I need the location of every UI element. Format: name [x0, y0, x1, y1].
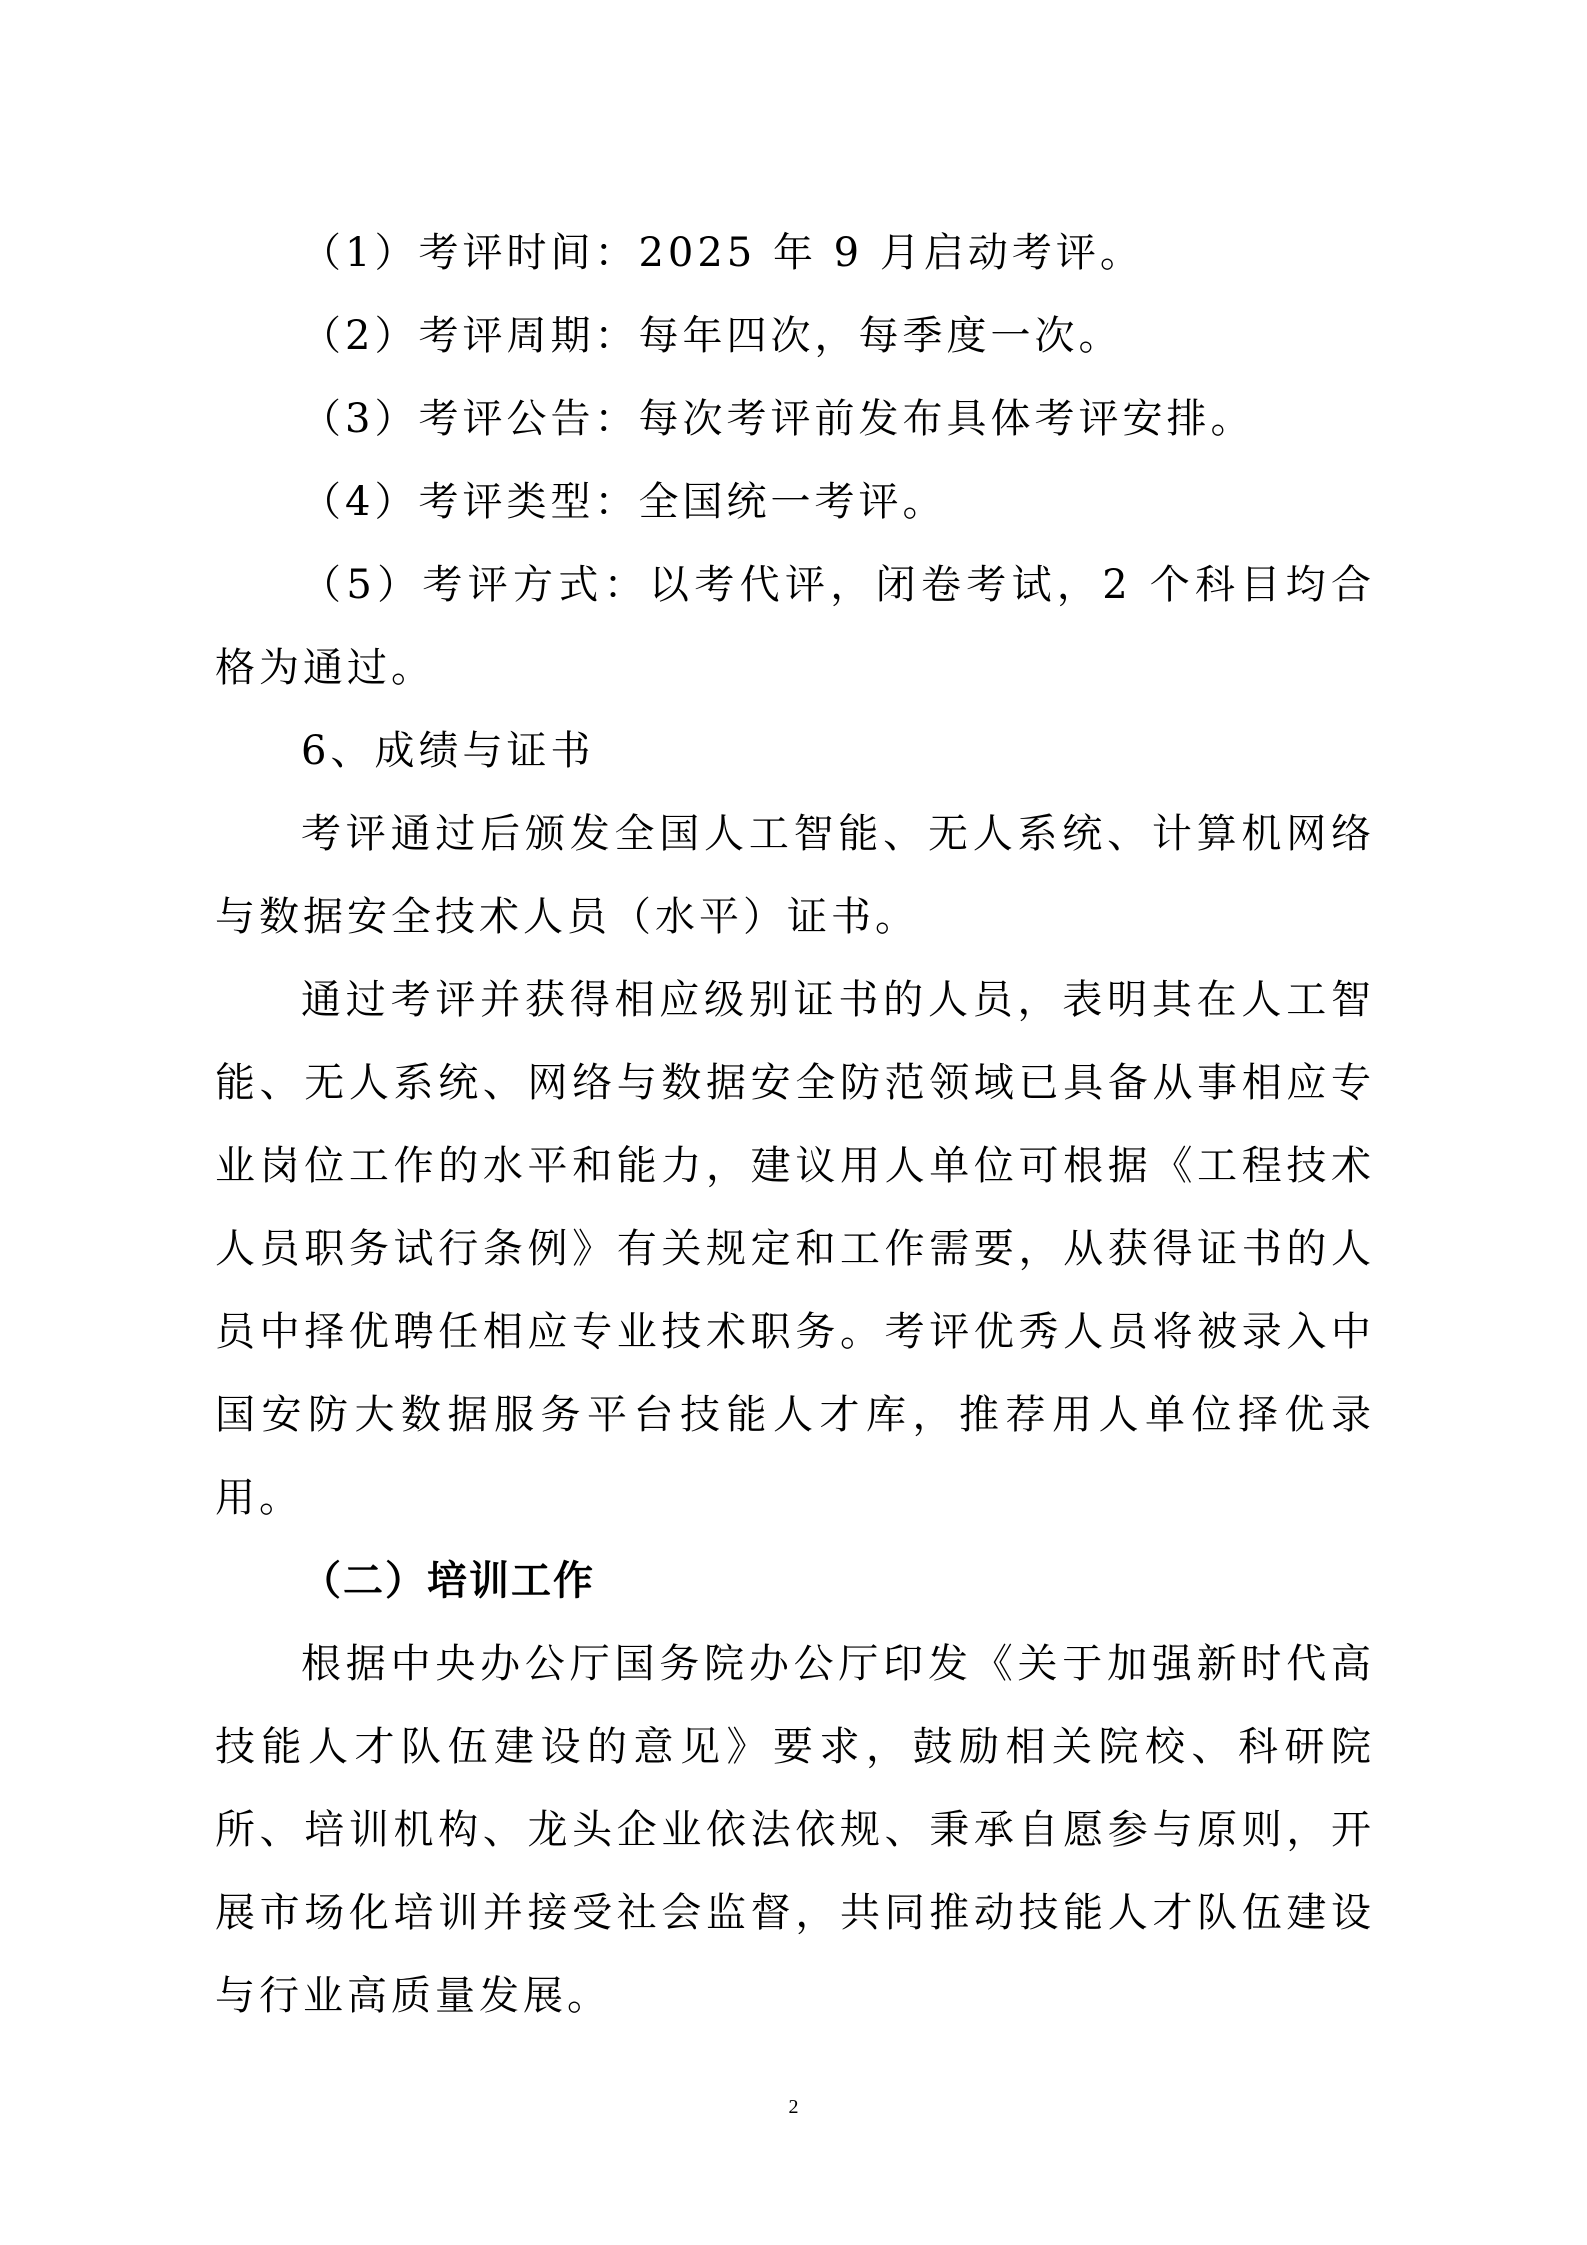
- section-6-paragraph-2: 通过考评并获得相应级别证书的人员，表明其在人工智能、无人系统、网络与数据安全防范领域已具备从事相应专业岗位工作的水平和能力，建议用人单位可根据《工程技术人员职务试行条例》有关规定和工作需要，从获得证书的人员中择优聘任相应专业技术职务。考评优秀人员将被录入中国安防大数据服务平台技能人才库，推荐用人单位择优录用。: [215, 977, 1375, 1521]
- page-number: 2: [788, 2096, 799, 2118]
- training-heading: （二）培训工作: [301, 1558, 595, 1604]
- item-exam-type: （4）考评类型：全国统一考评。: [301, 479, 947, 525]
- section-6-title: 6、成绩与证书: [301, 728, 595, 774]
- training-paragraph: 根据中央办公厅国务院办公厅印发《关于加强新时代高技能人才队伍建设的意见》要求，鼓励相关院校、科研院所、培训机构、龙头企业依法依规、秉承自愿参与原则，开展市场化培训并接受社会监督，共同推动技能人才队伍建设与行业高质量发展。: [215, 1641, 1375, 2019]
- section-6-paragraph-1: 考评通过后颁发全国人工智能、无人系统、计算机网络与数据安全技术人员（水平）证书。: [215, 811, 1375, 940]
- item-exam-cycle: （2）考评周期：每年四次，每季度一次。: [301, 313, 1123, 359]
- item-exam-notice: （3）考评公告：每次考评前发布具体考评安排。: [301, 396, 1255, 442]
- item-exam-time: （1）考评时间：2025 年 9 月启动考评。: [301, 230, 1144, 276]
- document-body: [215, 212, 1375, 2038]
- item-exam-method: （5）考评方式：以考代评，闭卷考试，2 个科目均合格为通过。: [215, 562, 1375, 691]
